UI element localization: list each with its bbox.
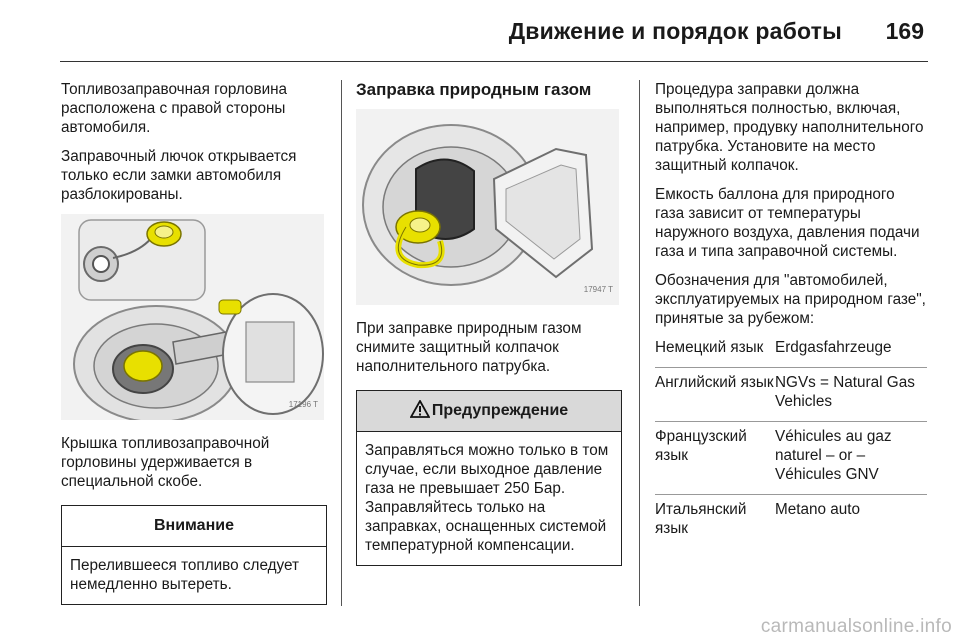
table-row xyxy=(655,368,927,422)
paragraph-designations: Обозначения для "автомобилей, эксплуатируемых на природном газе", принятые за рубежом: xyxy=(655,272,926,327)
column-middle xyxy=(356,80,622,566)
term-cell: Metano auto xyxy=(775,495,927,549)
page-number: 169 xyxy=(885,18,924,44)
term-cell: NGVs = Natural Gas Vehicles xyxy=(775,368,927,422)
header-divider xyxy=(60,61,928,62)
table-row xyxy=(655,495,927,549)
designations-table xyxy=(655,338,927,548)
paragraph-flap-unlock: Заправочный лючок открывается только если замки автомобиля разблокированы. xyxy=(61,148,297,203)
column-divider-1 xyxy=(341,80,342,606)
column-right xyxy=(655,80,927,548)
warning-title: Предупреждение xyxy=(431,402,569,419)
warning-title-bar xyxy=(357,391,621,432)
term-cell: Véhicules au gaz naturel – or – Véhicules GNV xyxy=(775,422,927,495)
fuel-filler-illustration xyxy=(61,214,324,420)
language-cell: Немецкий язык xyxy=(655,339,764,356)
fuel-filler-drawing xyxy=(61,214,324,420)
column-left xyxy=(61,80,327,605)
watermark: carmanualsonline.info xyxy=(760,616,952,637)
paragraph-filler-location: Топливозаправочная горловина расположена с правой стороны автомобиля. xyxy=(61,81,288,136)
paragraph-remove-cap: При заправке природным газом снимите защитный колпачок наполнительного патрубка. xyxy=(356,320,582,375)
language-cell: Французский язык xyxy=(655,422,775,495)
language-cell: Итальянский язык xyxy=(655,495,775,549)
warning-triangle-icon xyxy=(410,394,430,434)
gas-filler-illustration xyxy=(356,109,619,305)
notice-box xyxy=(61,505,327,605)
notice-body: Перелившееся топливо следует немедленно вытереть. xyxy=(70,557,300,593)
term-cell: Erdgasfahrzeuge xyxy=(775,339,892,356)
warning-body: Заправляться можно только в том случае, если выходное давление газа не превышает 250 Бар. Заправляйтесь только на заправках, оснащенных системой температурной компенсации. xyxy=(365,442,609,554)
gas-filler-drawing xyxy=(356,109,619,305)
table-row xyxy=(655,338,927,368)
warning-box xyxy=(356,390,622,566)
section-heading-natural-gas: Заправка природным газом xyxy=(356,80,592,99)
language-cell: Английский язык xyxy=(655,368,775,422)
paragraph-procedure: Процедура заправки должна выполняться полностью, включая, например, продувку наполнительного патрубка. Установите на место защитный колпачок. xyxy=(655,81,924,174)
figure-number: 17196 T xyxy=(288,400,318,409)
page-header xyxy=(0,0,960,62)
paragraph-capacity: Емкость баллона для природного газа зависит от температуры наружного воздуха, давления подачи газа и типа заправочной системы. xyxy=(655,186,920,260)
figure-number: 17947 T xyxy=(583,285,613,294)
notice-title: Внимание xyxy=(62,506,326,547)
column-divider-2 xyxy=(639,80,640,606)
paragraph-cap-holder: Крышка топливозаправочной горловины удерживается в специальной скобе. xyxy=(61,435,270,490)
table-row xyxy=(655,422,927,495)
section-title: Движение и порядок работы xyxy=(508,18,842,44)
